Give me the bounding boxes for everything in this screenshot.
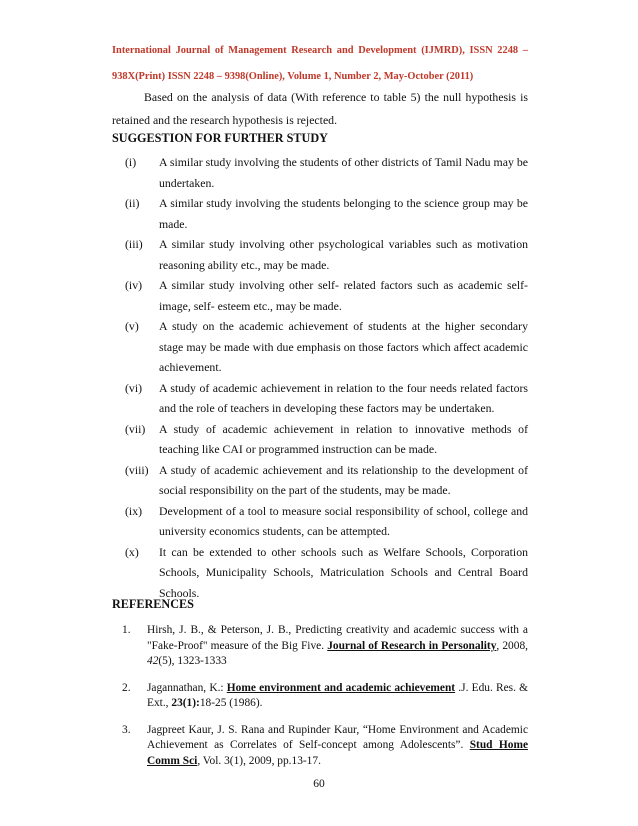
item-number: (ix)	[125, 503, 143, 518]
journal-header-line-2: 938X(Print) ISSN 2248 – 9398(Online), Volume 1, Number 2, May-October (2011)	[112, 71, 474, 82]
reference-authors: Jagannathan, K.:	[147, 681, 227, 694]
item-text: A study on the academic achievement of students at the higher secondary stage may be made with due emphasis on those factors which affect academic achievement.	[159, 319, 528, 374]
item-text: It can be extended to other schools such as Welfare Schools, Corporation Schools, Municipality Schools, Matriculation Schools and Central Board Schools.	[159, 544, 528, 600]
reference-title: Home environment and academic achievement	[226, 681, 456, 694]
intro-line-2: retained and the research hypothesis is rejected.	[112, 113, 338, 127]
list-item	[112, 234, 528, 275]
item-number: (i)	[125, 155, 137, 169]
item-number: (iii)	[125, 237, 143, 251]
suggestions-heading: SUGGESTION FOR FURTHER STUDY	[112, 131, 328, 145]
item-text: A similar study involving other psychological variables such as motivation reasoning ability etc., may be made.	[159, 237, 528, 272]
reference-text	[147, 681, 528, 712]
reference-item	[112, 623, 528, 670]
item-number: (vi)	[125, 380, 143, 395]
reference-item	[112, 681, 528, 712]
reference-text	[147, 623, 528, 670]
reference-volume: 23(1):	[171, 697, 200, 709]
item-text: A study of academic achievement in relation to innovative methods of teaching like CAI or programmed instruction can be made.	[159, 421, 528, 456]
item-number: (ii)	[125, 196, 140, 210]
reference-authors: Jagpreet Kaur, J. S. Rana and Rupinder Kaur, “Home Environment and Academic Achievement as Correlates of Self-concept among Adolescents”.	[147, 723, 528, 751]
reference-text	[147, 723, 528, 770]
reference-journal: Journal of Research in Personality	[327, 639, 497, 652]
intro-paragraph	[112, 86, 528, 132]
item-text: A similar study involving the students of other districts of Tamil Nadu may be undertaken.	[159, 155, 528, 190]
item-text: Development of a tool to measure social responsibility of school, college and university economics students, can be attempted.	[159, 503, 528, 538]
references-list	[112, 623, 528, 780]
item-number: (iv)	[125, 278, 143, 292]
reference-authors: Hirsh, J. B., & Peterson, J. B., Predicting creativity and academic success with a "Fake-Proof" measure of the Big Five.	[147, 624, 528, 652]
reference-volume: 42	[147, 655, 159, 667]
intro-line-1: Based on the analysis of data (With reference to table 5) the null hypothesis is	[144, 90, 528, 104]
reference-pages: (5), 1323-1333	[158, 655, 227, 667]
reference-item	[112, 723, 528, 770]
suggestions-list	[112, 152, 528, 603]
item-number: (v)	[125, 319, 139, 333]
list-item	[112, 501, 528, 542]
reference-number: 2.	[122, 681, 131, 694]
page-number: 60	[313, 778, 325, 790]
list-item	[112, 460, 528, 501]
references-heading: REFERENCES	[112, 597, 194, 611]
list-item	[112, 152, 528, 193]
reference-number: 1.	[122, 624, 131, 636]
item-number: (vii)	[125, 421, 146, 436]
item-number: (x)	[125, 544, 139, 559]
reference-journal: Stud Home Comm Sci	[147, 739, 529, 767]
reference-details: , Vol. 3(1), 2009, pp.13-17.	[197, 754, 321, 767]
list-item	[112, 193, 528, 234]
list-item	[112, 275, 528, 316]
item-text: A similar study involving other self- related factors such as academic self-image, self- esteem etc., may be made.	[159, 278, 528, 313]
item-text: A study of academic achievement and its relationship to the development of social responsibility on the part of the students, may be made.	[159, 462, 528, 497]
reference-year: , 2008,	[496, 639, 528, 652]
list-item	[112, 316, 528, 378]
list-item	[112, 378, 528, 419]
item-text: A study of academic achievement in relation to the four needs related factors and the role of teachers in developing these factors may be undertaken.	[159, 380, 528, 415]
item-number: (viii)	[125, 462, 149, 477]
list-item	[112, 419, 528, 460]
reference-number: 3.	[122, 723, 131, 736]
reference-pages: 18-25 (1986).	[199, 697, 263, 709]
item-text: A similar study involving the students belonging to the science group may be made.	[159, 196, 528, 231]
reference-journal: .J. Edu. Res. & Ext.,	[147, 681, 528, 709]
journal-header-line-1: International Journal of Management Research and Development (IJMRD), ISSN 2248 –	[112, 45, 528, 56]
journal-header	[112, 38, 528, 90]
list-item	[112, 542, 528, 604]
